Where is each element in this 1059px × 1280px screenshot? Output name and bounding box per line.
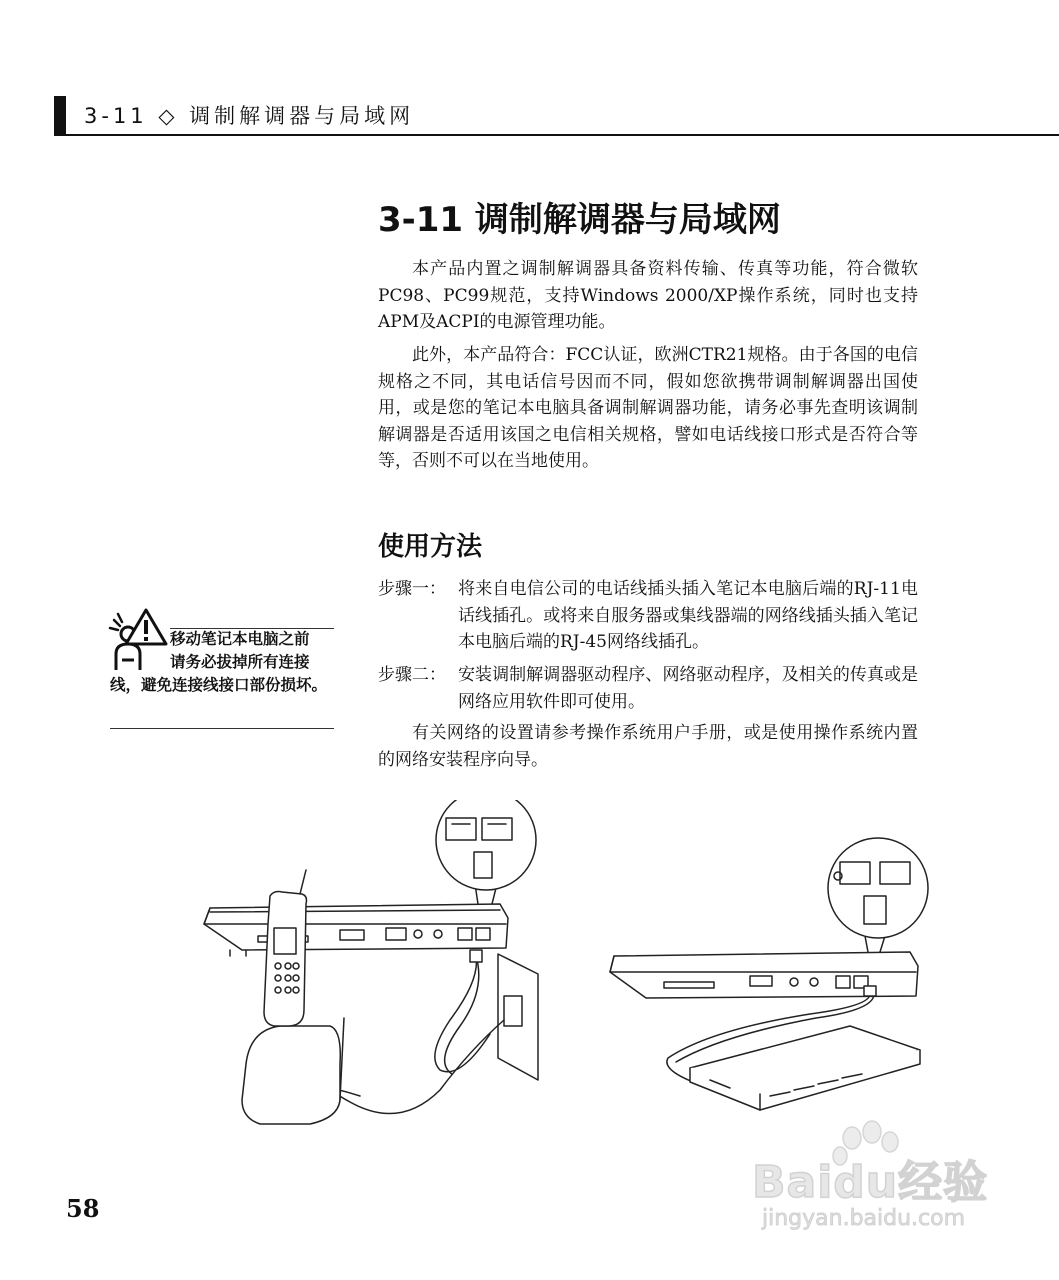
section-title: 使用方法: [378, 532, 483, 562]
header-marker-bar: [54, 96, 66, 134]
sidenote-rule: [110, 728, 334, 729]
intro-paragraph: 本产品内置之调制解调器具备资料传输、传真等功能，符合微软PC98、PC99规范，支持Windows 2000/XP操作系统，同时也支持APM及ACPI的电源管理功能。: [378, 259, 918, 332]
compliance-paragraph: 此外，本产品符合：FCC认证，欧洲CTR21规格。由于各国的电信规格之不同，其电话信号因而不同，假如您欲携带调制解调器出国使用，或是您的笔记本电脑具备调制解调器功能，请务必事先查明该调制解调器是否适用该国之电信相关规格，譬如电话线接口形式是否符合等等，否则不可以在当地使用。: [378, 345, 918, 471]
sidenote-line: 请务必拔掉所有连接: [170, 653, 310, 671]
step-item: [378, 576, 918, 656]
header-rule: [54, 134, 1059, 136]
sidenote: [110, 628, 336, 697]
rj11-port-zoom: [436, 800, 536, 904]
running-header: 3-11 ◇ 调制解调器与局域网: [84, 104, 415, 128]
closing-paragraph: 有关网络的设置请参考操作系统用户手册，或是使用操作系统内置的网络安装程序向导。: [378, 723, 918, 770]
step-text: 安装调制解调器驱动程序、网络驱动程序，及相关的传真或是网络应用软件即可使用。: [458, 665, 918, 712]
rj45-port-zoom: [828, 838, 928, 952]
left-laptop-illustration: [204, 904, 508, 956]
sidenote-line: 移动笔记本电脑之前: [170, 630, 310, 648]
watermark-url: jingyan.baidu.com: [762, 1206, 966, 1231]
step-label: 步骤一：: [378, 579, 446, 599]
step-text: 将来自电信公司的电话线插头插入笔记本电脑后端的RJ-11电话线插孔。或将来自服务器或集线器端的网络线插头插入笔记本电脑后端的RJ-45网络线插孔。: [458, 579, 918, 652]
page-number: 58: [66, 1194, 100, 1223]
connection-illustration: [190, 800, 930, 1140]
step-item: [378, 662, 918, 715]
step-label: 步骤二：: [378, 665, 446, 685]
sidenote-line: 线，避免连接线接口部份损坏。: [110, 676, 328, 694]
watermark-brand: Baidu经验: [752, 1157, 989, 1208]
page-title: 3-11 调制解调器与局域网: [378, 200, 781, 240]
network-hub-illustration: [690, 1026, 920, 1110]
